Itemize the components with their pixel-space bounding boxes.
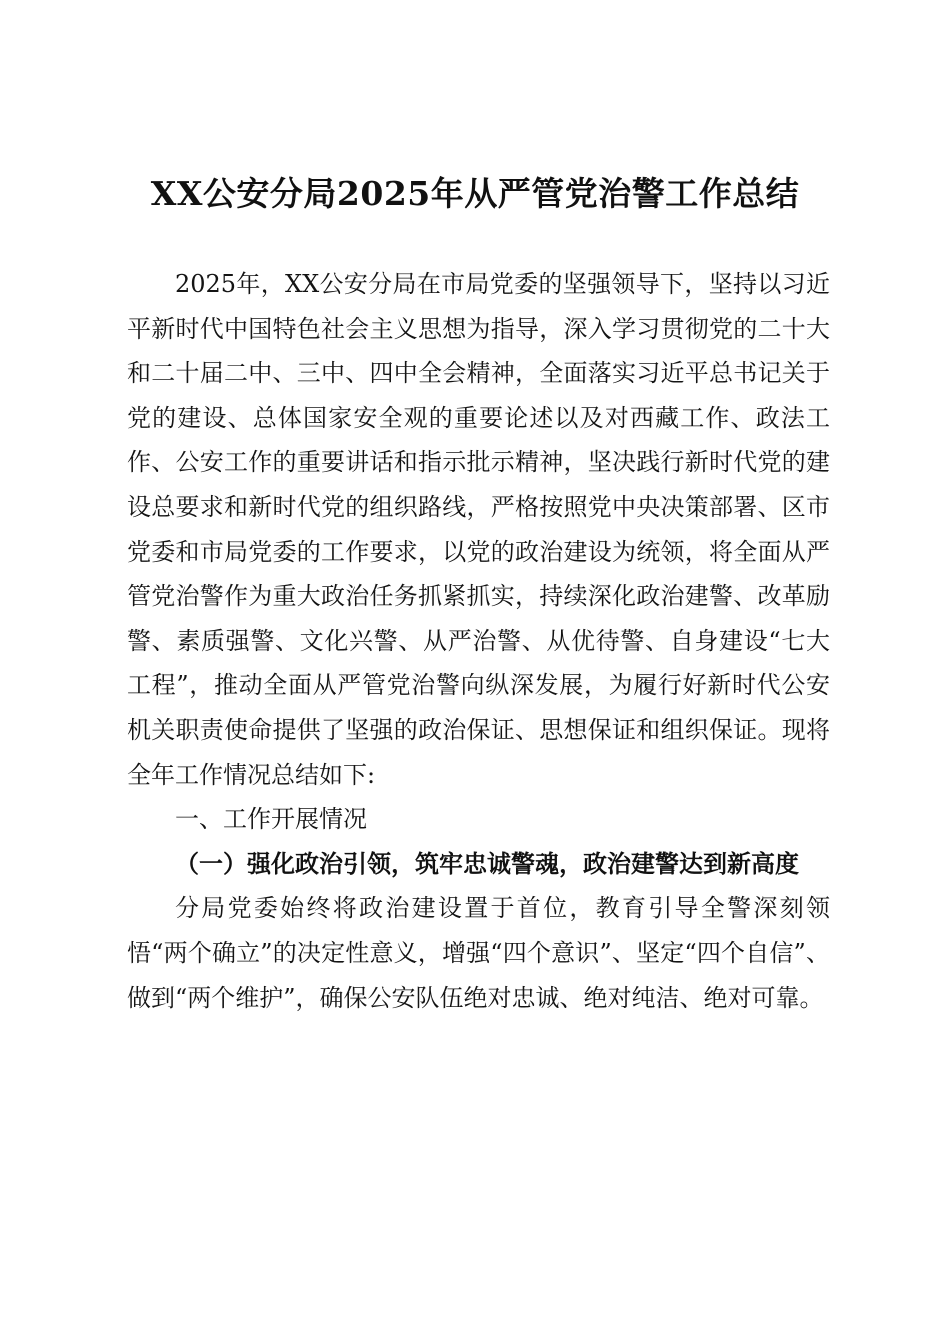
subsection-paragraph: 分局党委始终将政治建设置于首位，教育引导全警深刻领悟“两个确立”的决定性意义，增强“四个意识”、坚定“四个自信”、做到“两个维护”，确保公安队伍绝对忠诚、绝对纯洁、绝对可靠。 [127, 894, 830, 1012]
section-heading-work-progress: 一、工作开展情况 [175, 805, 367, 834]
intro-paragraph: 2025年，XX公安分局在市局党委的坚强领导下，坚持以习近平新时代中国特色社会主义思想为指导，深入学习贯彻党的二十大和二十届二中、三中、四中全会精神，全面落实习近平总书记关于党的建设、总体国家安全观的重要论述以及对西藏工作、政法工作、公安工作的重要讲话和指示批示精神，坚决践行新时代党的建设总要求和新时代党的组织路线，严格按照党中央决策部署、区市党委和市局党委的工作要求，以党的政治建设为统领，将全面从严管党治警作为重大政治任务抓紧抓实，持续深化政治建警、改革励警、素质强警、文化兴警、从严治警、从优待警、自身建设“七大工程”，推动全面从严管党治警向纵深发展，为履行好新时代公安机关职责使命提供了坚强的政治保证、思想保证和组织保证。现将全年工作情况总结如下: [127, 270, 830, 789]
document-body [127, 262, 830, 1020]
subsection-heading-political-guidance: （一）强化政治引领，筑牢忠诚警魂，政治建警达到新高度 [175, 848, 799, 878]
document-title: XX公安分局2025年从严管党治警工作总结 [150, 174, 800, 213]
